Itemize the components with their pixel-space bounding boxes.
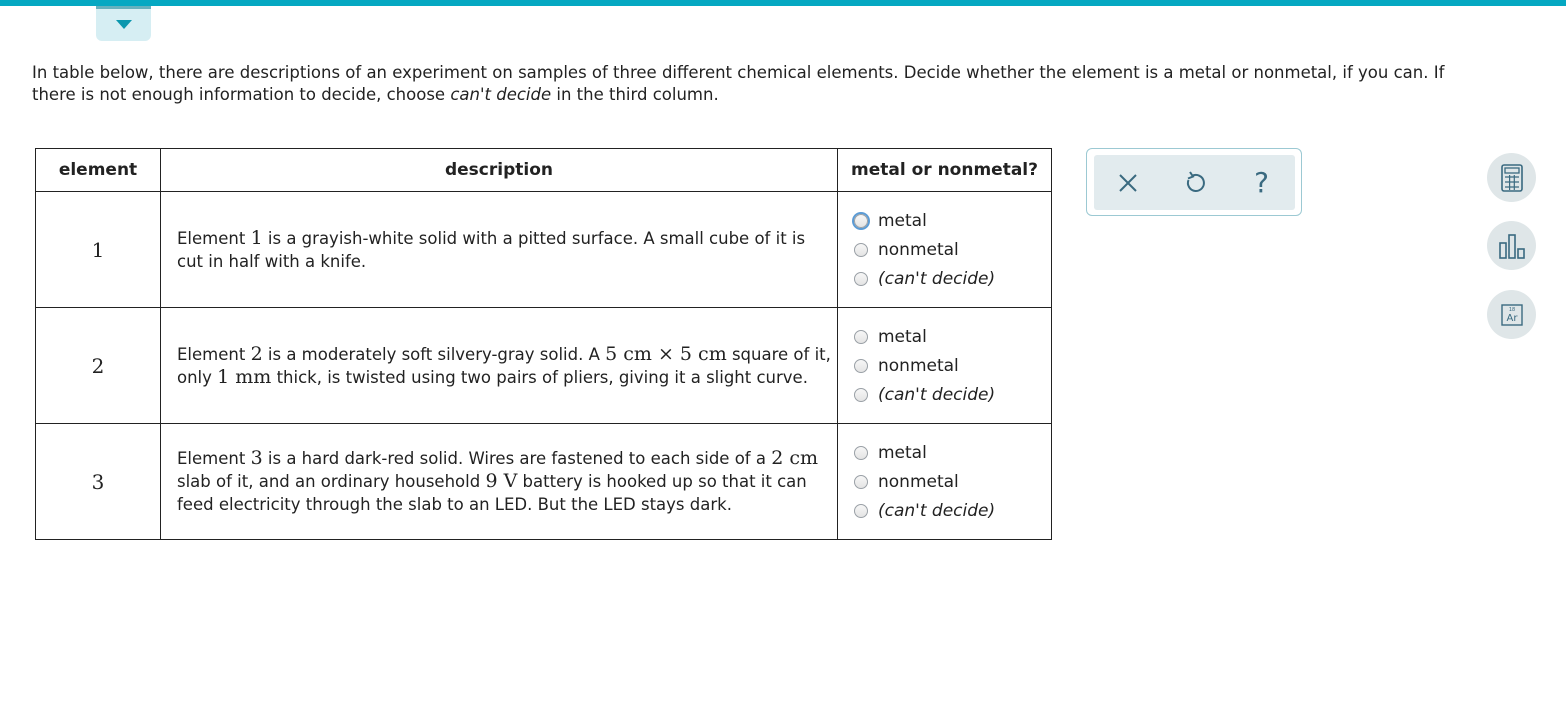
data-chart-button[interactable]: [1487, 221, 1536, 270]
choice-label: metal: [878, 326, 927, 347]
desc-text: battery is hooked up so that it can feed electricity through the slab to an LED. But the LED stays dark.: [177, 472, 807, 514]
help-icon: ?: [1254, 165, 1269, 199]
periodic-table-button[interactable]: [1487, 290, 1536, 339]
calculator-icon: [1501, 164, 1523, 192]
choice-nonmetal[interactable]: [854, 467, 1051, 496]
choice-label: (can't decide): [878, 384, 996, 405]
answer-choices: [838, 308, 1052, 424]
choice-metal[interactable]: [854, 322, 1051, 351]
help-button[interactable]: [1242, 163, 1282, 203]
choice-nonmetal[interactable]: [854, 351, 1051, 380]
element-description: [161, 192, 838, 308]
radio-button[interactable]: [854, 330, 868, 344]
table-header-row: [36, 149, 1052, 192]
element-number: 3: [36, 424, 161, 540]
desc-text: square of it, only: [177, 344, 831, 387]
radio-button[interactable]: [854, 214, 868, 228]
desc-math: 5 cm × 5 cm: [605, 342, 727, 365]
radio-button[interactable]: [854, 446, 868, 460]
element-description: [161, 308, 838, 424]
radio-button[interactable]: [854, 475, 868, 489]
desc-text: is a grayish-white solid with a pitted surface. A small cube of it is cut in half with a knife.: [177, 228, 806, 271]
radio-button[interactable]: [854, 504, 868, 518]
periodic-number: 18: [1508, 306, 1515, 313]
undo-button[interactable]: [1175, 163, 1215, 203]
elements-table: [35, 148, 1052, 540]
question-prompt: [32, 62, 1452, 106]
desc-text: is a hard dark-red solid. Wires are fastened to each side of a: [262, 449, 772, 468]
table-row: [36, 308, 1052, 424]
radio-button[interactable]: [854, 388, 868, 402]
choice-label: nonmetal: [878, 355, 959, 376]
desc-text: Element: [177, 228, 251, 248]
choice-label: metal: [878, 210, 927, 231]
bar-chart-icon: [1498, 233, 1526, 259]
desc-text: Element: [177, 344, 251, 364]
answer-toolbox: [1086, 148, 1302, 216]
prompt-text: In table below, there are descriptions of an experiment on samples of three different chemical elements. Decide whether the element is a metal or nonmetal, if you can. If there is not enough information to decide, choose: [32, 63, 1445, 104]
desc-text: Element: [177, 449, 251, 468]
prompt-emphasis: can't decide: [450, 85, 552, 104]
desc-text: is a moderately soft silvery-gray solid. A: [262, 344, 606, 364]
radio-button[interactable]: [854, 359, 868, 373]
radio-button[interactable]: [854, 272, 868, 286]
header-description: description: [161, 149, 838, 192]
desc-math: 2: [250, 342, 263, 365]
choice-label: nonmetal: [878, 239, 959, 260]
desc-text: thick, is twisted using two pairs of pliers, giving it a slight curve.: [271, 367, 808, 387]
collapse-toggle-button[interactable]: [96, 6, 151, 41]
close-icon: [1118, 173, 1138, 193]
toolbox-buttons: [1094, 155, 1295, 210]
table-row: [36, 192, 1052, 308]
periodic-table-icon: [1501, 304, 1523, 326]
element-number: 2: [36, 308, 161, 424]
answer-choices: [838, 424, 1052, 540]
desc-math: 3: [250, 447, 263, 469]
radio-button[interactable]: [854, 243, 868, 257]
choice-cant-decide[interactable]: [854, 264, 1051, 293]
header-metal-or-nonmetal: metal or nonmetal?: [838, 149, 1052, 192]
choice-label: (can't decide): [878, 500, 996, 521]
desc-text: slab of it, and an ordinary household: [177, 472, 486, 491]
header-element: element: [36, 149, 161, 192]
desc-math: 1 mm: [217, 365, 272, 388]
calculator-button[interactable]: [1487, 153, 1536, 202]
choice-nonmetal[interactable]: [854, 235, 1051, 264]
desc-math: 9 V: [485, 470, 518, 492]
top-accent-bar: [0, 0, 1566, 6]
prompt-text-end: in the third column.: [551, 85, 719, 104]
choice-metal[interactable]: [854, 438, 1051, 467]
choice-label: metal: [878, 442, 927, 463]
choice-label: nonmetal: [878, 471, 959, 492]
undo-icon: [1184, 171, 1206, 195]
desc-math: 2 cm: [771, 447, 818, 469]
choice-label: (can't decide): [878, 268, 996, 289]
clear-button[interactable]: [1108, 163, 1148, 203]
answer-choices: [838, 192, 1052, 308]
element-number: 1: [36, 192, 161, 308]
choice-cant-decide[interactable]: [854, 380, 1051, 409]
table-row: [36, 424, 1052, 540]
desc-math: 1: [250, 226, 263, 249]
caret-down-icon: [116, 20, 132, 29]
element-description: [161, 424, 838, 540]
choice-cant-decide[interactable]: [854, 496, 1051, 525]
choice-metal[interactable]: [854, 206, 1051, 235]
periodic-symbol: Ar: [1506, 312, 1517, 324]
